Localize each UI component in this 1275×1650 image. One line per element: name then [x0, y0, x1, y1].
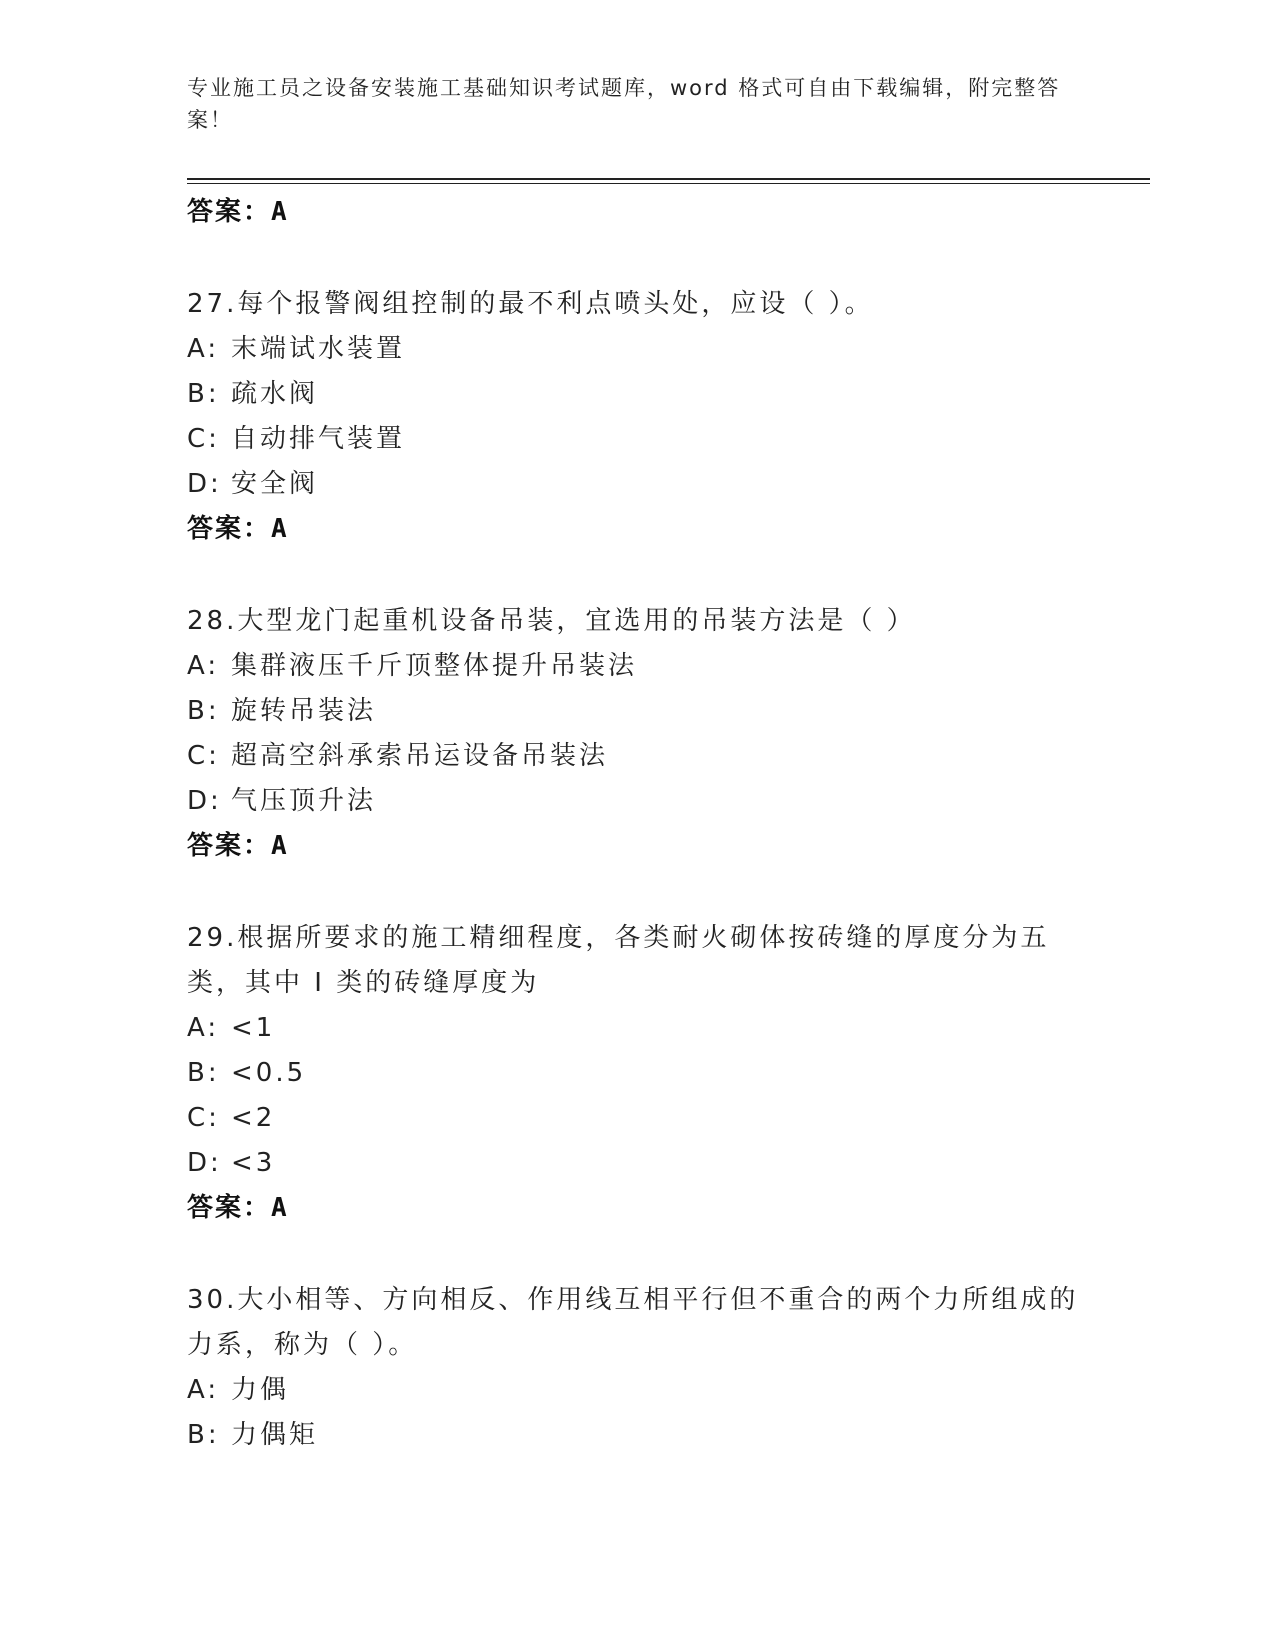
option-text: <3: [231, 1148, 276, 1178]
answer-label: 答案：: [187, 831, 272, 861]
option-letter: A:: [187, 1375, 220, 1405]
question-item: [187, 282, 1087, 552]
option-letter: D:: [187, 786, 222, 816]
answer-label: 答案：: [187, 1193, 272, 1223]
option-c: [187, 417, 1087, 462]
question-stem: 29.根据所要求的施工精细程度，各类耐火砌体按砖缝的厚度分为五类，其中 I 类的砖缝厚度为: [187, 923, 1050, 998]
option-letter: A:: [187, 334, 220, 364]
answer-line: [187, 507, 1087, 552]
header-divider-thick: [187, 178, 1150, 180]
option-text: <1: [231, 1013, 276, 1043]
question-list: [187, 190, 1087, 1458]
option-c: [187, 1096, 1087, 1141]
option-letter: D:: [187, 469, 222, 499]
question-item: [187, 916, 1087, 1231]
option-a: [187, 1368, 1087, 1413]
option-text: 超高空斜承索吊运设备吊装法: [231, 741, 609, 771]
option-b: [187, 689, 1087, 734]
option-letter: B:: [187, 696, 220, 726]
option-text: 力偶: [231, 1375, 290, 1405]
option-letter: B:: [187, 1058, 220, 1088]
option-letter: C:: [187, 1103, 220, 1133]
header-divider-thin: [187, 183, 1150, 184]
option-letter: A:: [187, 651, 220, 681]
option-letter: C:: [187, 424, 220, 454]
answer-line: [187, 190, 1087, 235]
option-b: [187, 372, 1087, 417]
option-b: [187, 1413, 1087, 1458]
question-stem: 28.大型龙门起重机设备吊装，宜选用的吊装方法是（ ）: [187, 606, 916, 636]
option-text: 疏水阀: [231, 379, 319, 409]
option-text: 末端试水装置: [231, 334, 406, 364]
option-text: 力偶矩: [231, 1420, 319, 1450]
question-stem: 27.每个报警阀组控制的最不利点喷头处，应设（ ）。: [187, 289, 874, 319]
answer-value: A: [271, 831, 289, 861]
question-item: [187, 599, 1087, 869]
option-letter: C:: [187, 741, 220, 771]
option-d: [187, 462, 1087, 507]
answer-value: A: [271, 1193, 289, 1223]
option-letter: D:: [187, 1148, 222, 1178]
document-header: [187, 72, 1067, 136]
option-text: <0.5: [231, 1058, 307, 1088]
header-text: 专业施工员之设备安装施工基础知识考试题库，word 格式可自由下载编辑，附完整答案！: [187, 76, 1061, 132]
option-a: [187, 1006, 1087, 1051]
option-b: [187, 1051, 1087, 1096]
option-text: <2: [231, 1103, 276, 1133]
option-text: 安全阀: [231, 469, 319, 499]
option-letter: B:: [187, 1420, 220, 1450]
answer-line: [187, 824, 1087, 869]
option-text: 集群液压千斤顶整体提升吊装法: [231, 651, 638, 681]
option-d: [187, 779, 1087, 824]
option-a: [187, 644, 1087, 689]
option-text: 旋转吊装法: [231, 696, 377, 726]
answer-label: 答案：: [187, 514, 272, 544]
option-a: [187, 327, 1087, 372]
question-item: [187, 1278, 1087, 1458]
answer-label: 答案：: [187, 197, 272, 227]
option-text: 自动排气装置: [231, 424, 406, 454]
answer-value: A: [271, 514, 289, 544]
option-text: 气压顶升法: [231, 786, 377, 816]
answer-value: A: [271, 197, 289, 227]
option-letter: B:: [187, 379, 220, 409]
option-c: [187, 734, 1087, 779]
option-letter: A:: [187, 1013, 220, 1043]
answer-line: [187, 1186, 1087, 1231]
option-d: [187, 1141, 1087, 1186]
question-stem: 30.大小相等、方向相反、作用线互相平行但不重合的两个力所组成的力系，称为（ ）。: [187, 1285, 1079, 1360]
